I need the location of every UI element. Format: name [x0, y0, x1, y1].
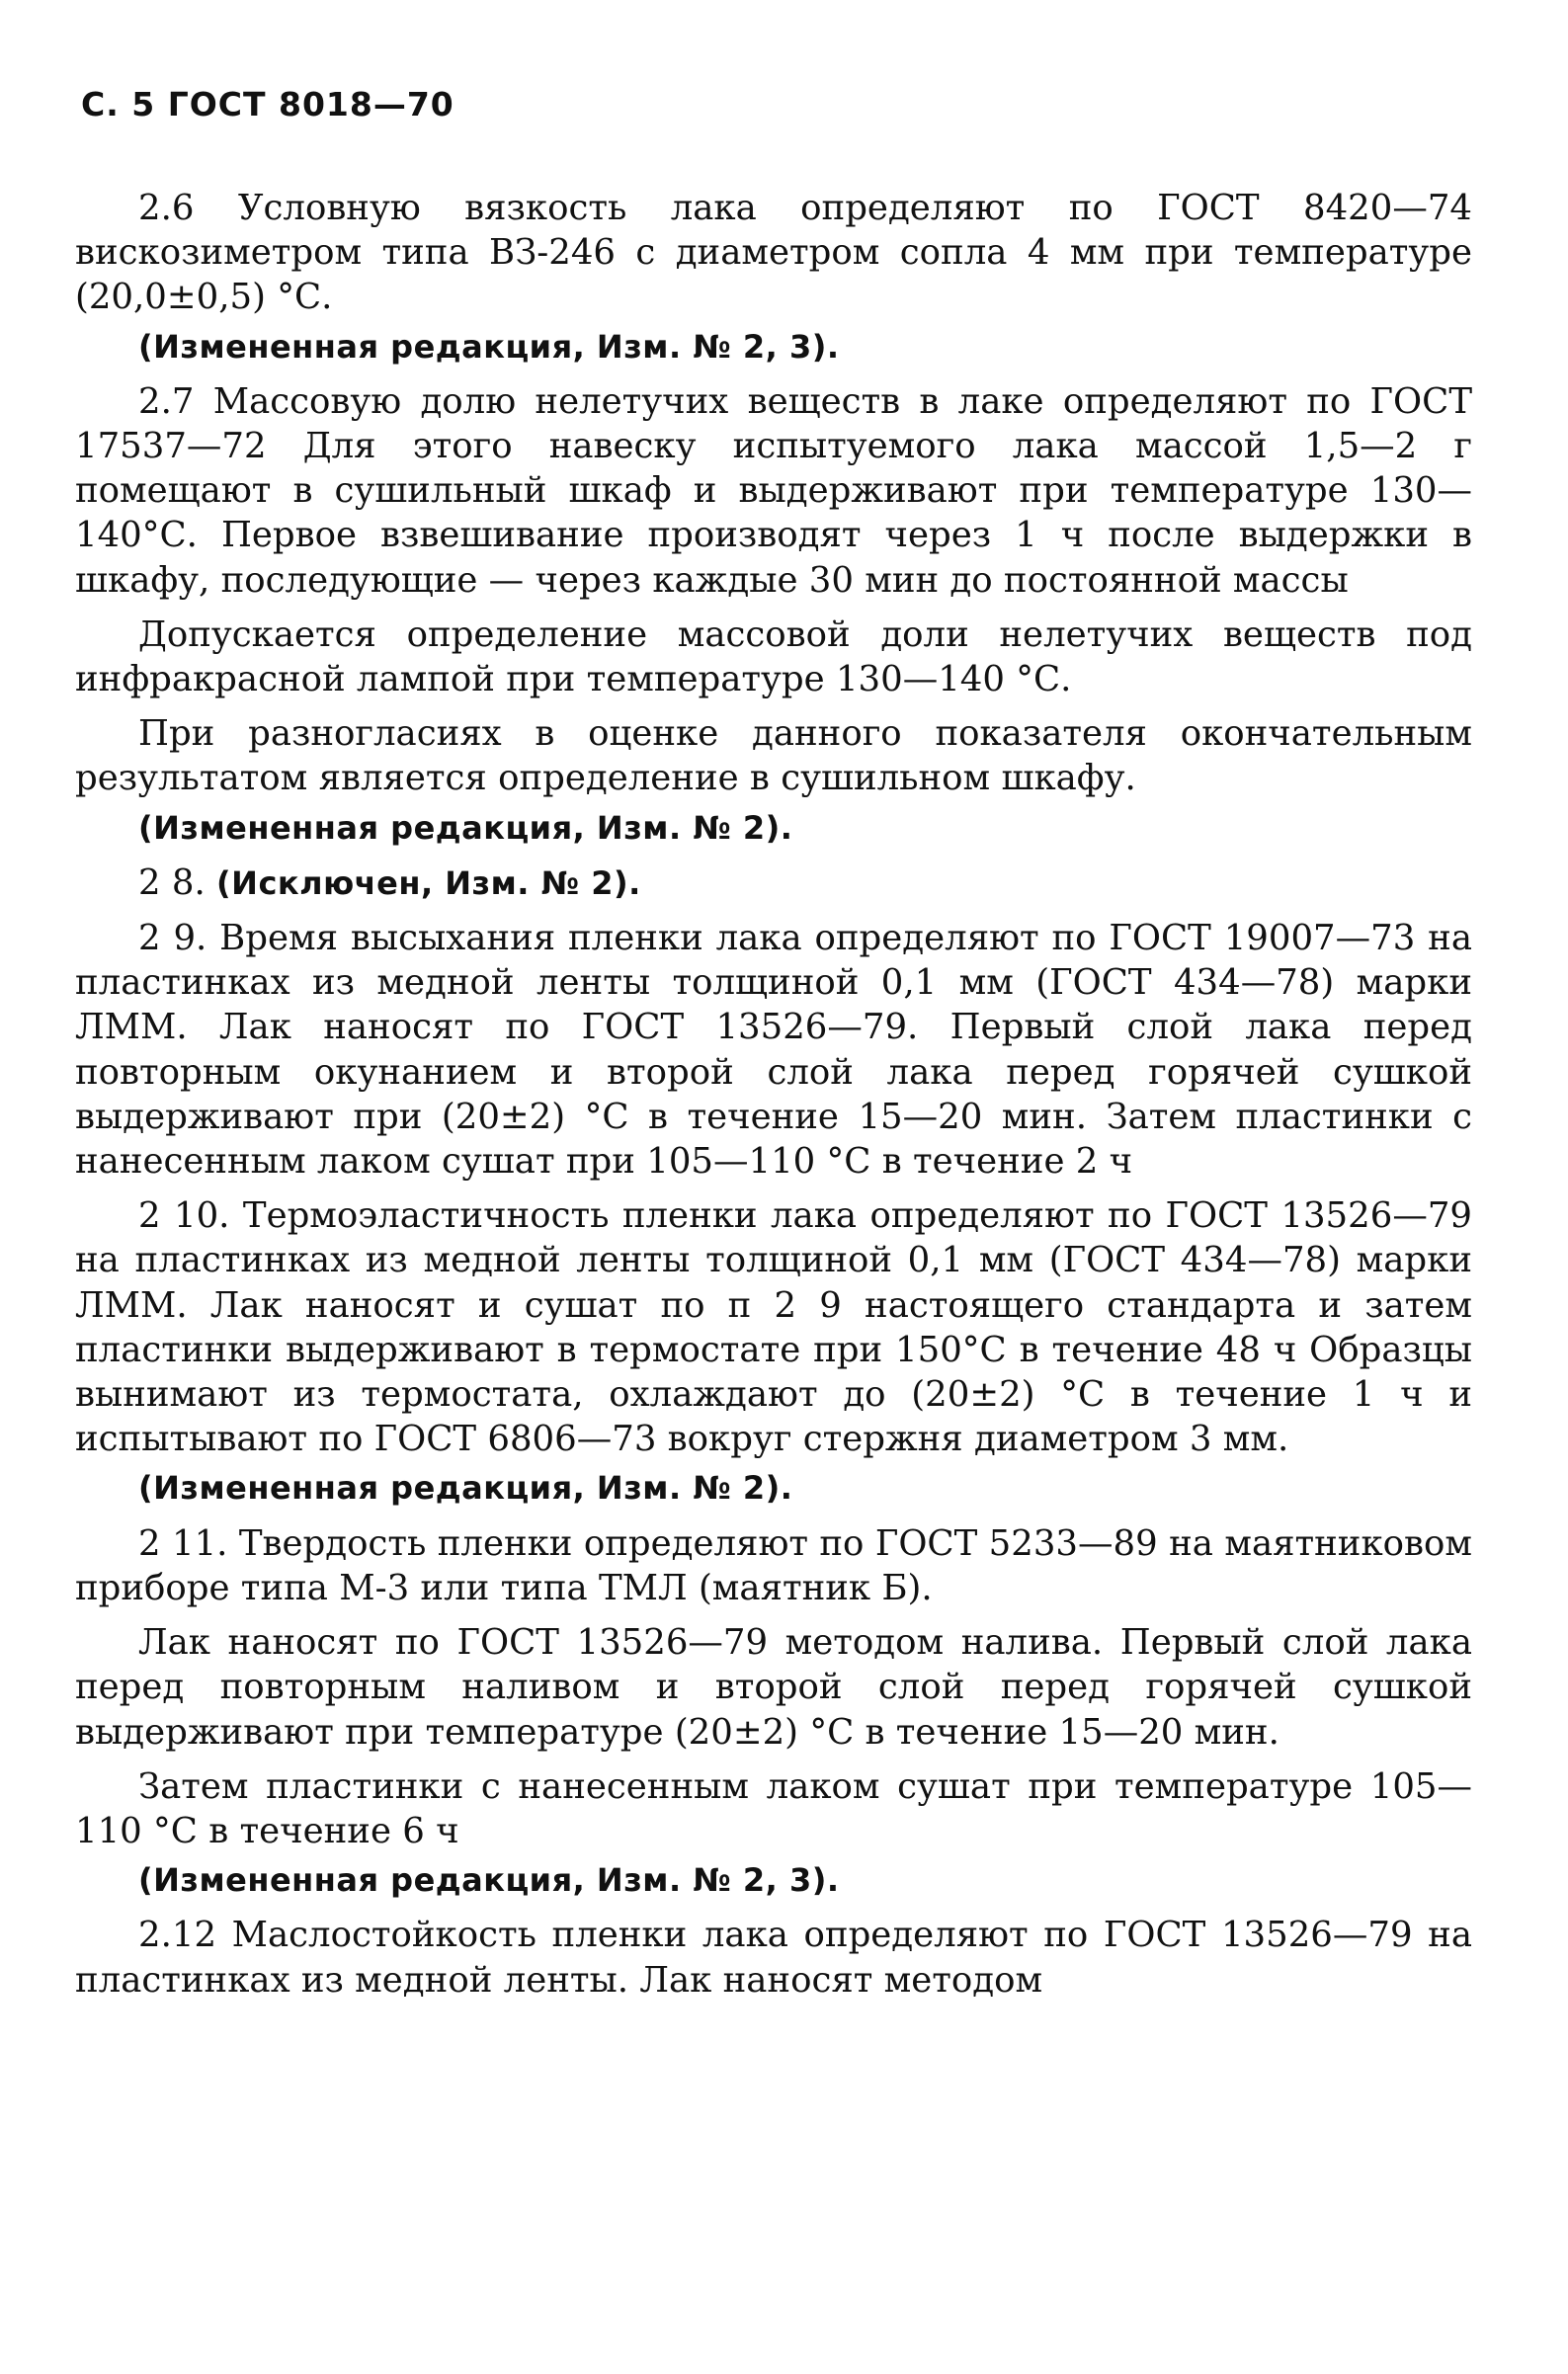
amendment-note: (Измененная редакция, Изм. № 2, 3). [138, 1861, 840, 1900]
clause-2-10: 2 10. Термоэластичность пленки лака определяют по ГОСТ 13526—79 на пластинках из медной ленты толщиной 0,1 мм (ГОСТ 434—78) марки ЛММ. Лак наносят и сушат по п 2 9 настоящего стандарта и затем пластинки выдерживают в термостате при 150°С в течение 48 ч Образцы вынимают из термостата, охлаждают до (20±2) °С в течение 1 ч и испытывают по ГОСТ 6806—73 вокруг стержня диаметром 3 мм. [75, 1195, 1472, 1460]
clause-2-9: 2 9. Время высыхания пленки лака определяют по ГОСТ 19007—73 на пластинках из медной ленты толщиной 0,1 мм (ГОСТ 434—78) марки ЛММ. Лак наносят по ГОСТ 13526—79. Первый слой лака перед повторным окунанием и второй слой лака перед горячей сушкой выдерживают при (20±2) °С в течение 15—20 мин. Затем пластинки с нанесенным лаком сушат при 105—110 °С в течение 2 ч [75, 918, 1472, 1183]
clause-2-11: 2 11. Твердость пленки определяют по ГОСТ 5233—89 на маятниковом приборе типа М-3 или типа ТМЛ (маятник Б). [75, 1522, 1472, 1608]
amendment-note: (Измененная редакция, Изм. № 2). [138, 808, 793, 847]
clause-2-11-drying: Затем пластинки с нанесенным лаком сушат при температуре 105—110 °С в течение 6 ч [75, 1765, 1472, 1851]
amendment-note: (Измененная редакция, Изм. № 2, 3). [138, 327, 840, 366]
clause-2-7-dispute: При разногласиях в оценке данного показателя окончательным результатом является определение в сушильном шкафу. [75, 713, 1472, 799]
clause-2-12: 2.12 Маслостойкость пленки лака определяют по ГОСТ 13526—79 на пластинках из медной ленты. Лак наносят методом [75, 1915, 1472, 2001]
clause-2-7-infrared: Допускается определение массовой доли нелетучих веществ под инфракрасной лампой при температуре 130—140 °С. [75, 614, 1472, 700]
clause-2-11-application: Лак наносят по ГОСТ 13526—79 методом налива. Первый слой лака перед повторным наливом и второй слой перед горячей сушкой выдерживают при температуре (20±2) °С в течение 15—20 мин. [75, 1622, 1472, 1753]
page-header: С. 5 ГОСТ 8018—70 [81, 85, 454, 123]
clause-2-8 [75, 860, 1472, 906]
clause-number: 2 8. [138, 861, 217, 903]
amendment-note: (Исключен, Изм. № 2). [216, 863, 641, 902]
document-body [75, 186, 1472, 2003]
amendment-note: (Измененная редакция, Изм. № 2). [138, 1469, 793, 1508]
clause-2-7: 2.7 Массовую долю нелетучих веществ в лаке определяют по ГОСТ 17537—72 Для этого навеску испытуемого лака массой 1,5—2 г помещают в сушильный шкаф и выдерживают при температуре 130—140°С. Первое взвешивание производят через 1 ч после выдержки в шкафу, последующие — через каждые 30 мин до постоянной массы [75, 380, 1472, 601]
clause-2-6: 2.6 Условную вязкость лака определяют по ГОСТ 8420—74 вискозиметром типа ВЗ-246 с диаметром сопла 4 мм при температуре (20,0±0,5) °С. [75, 188, 1472, 318]
